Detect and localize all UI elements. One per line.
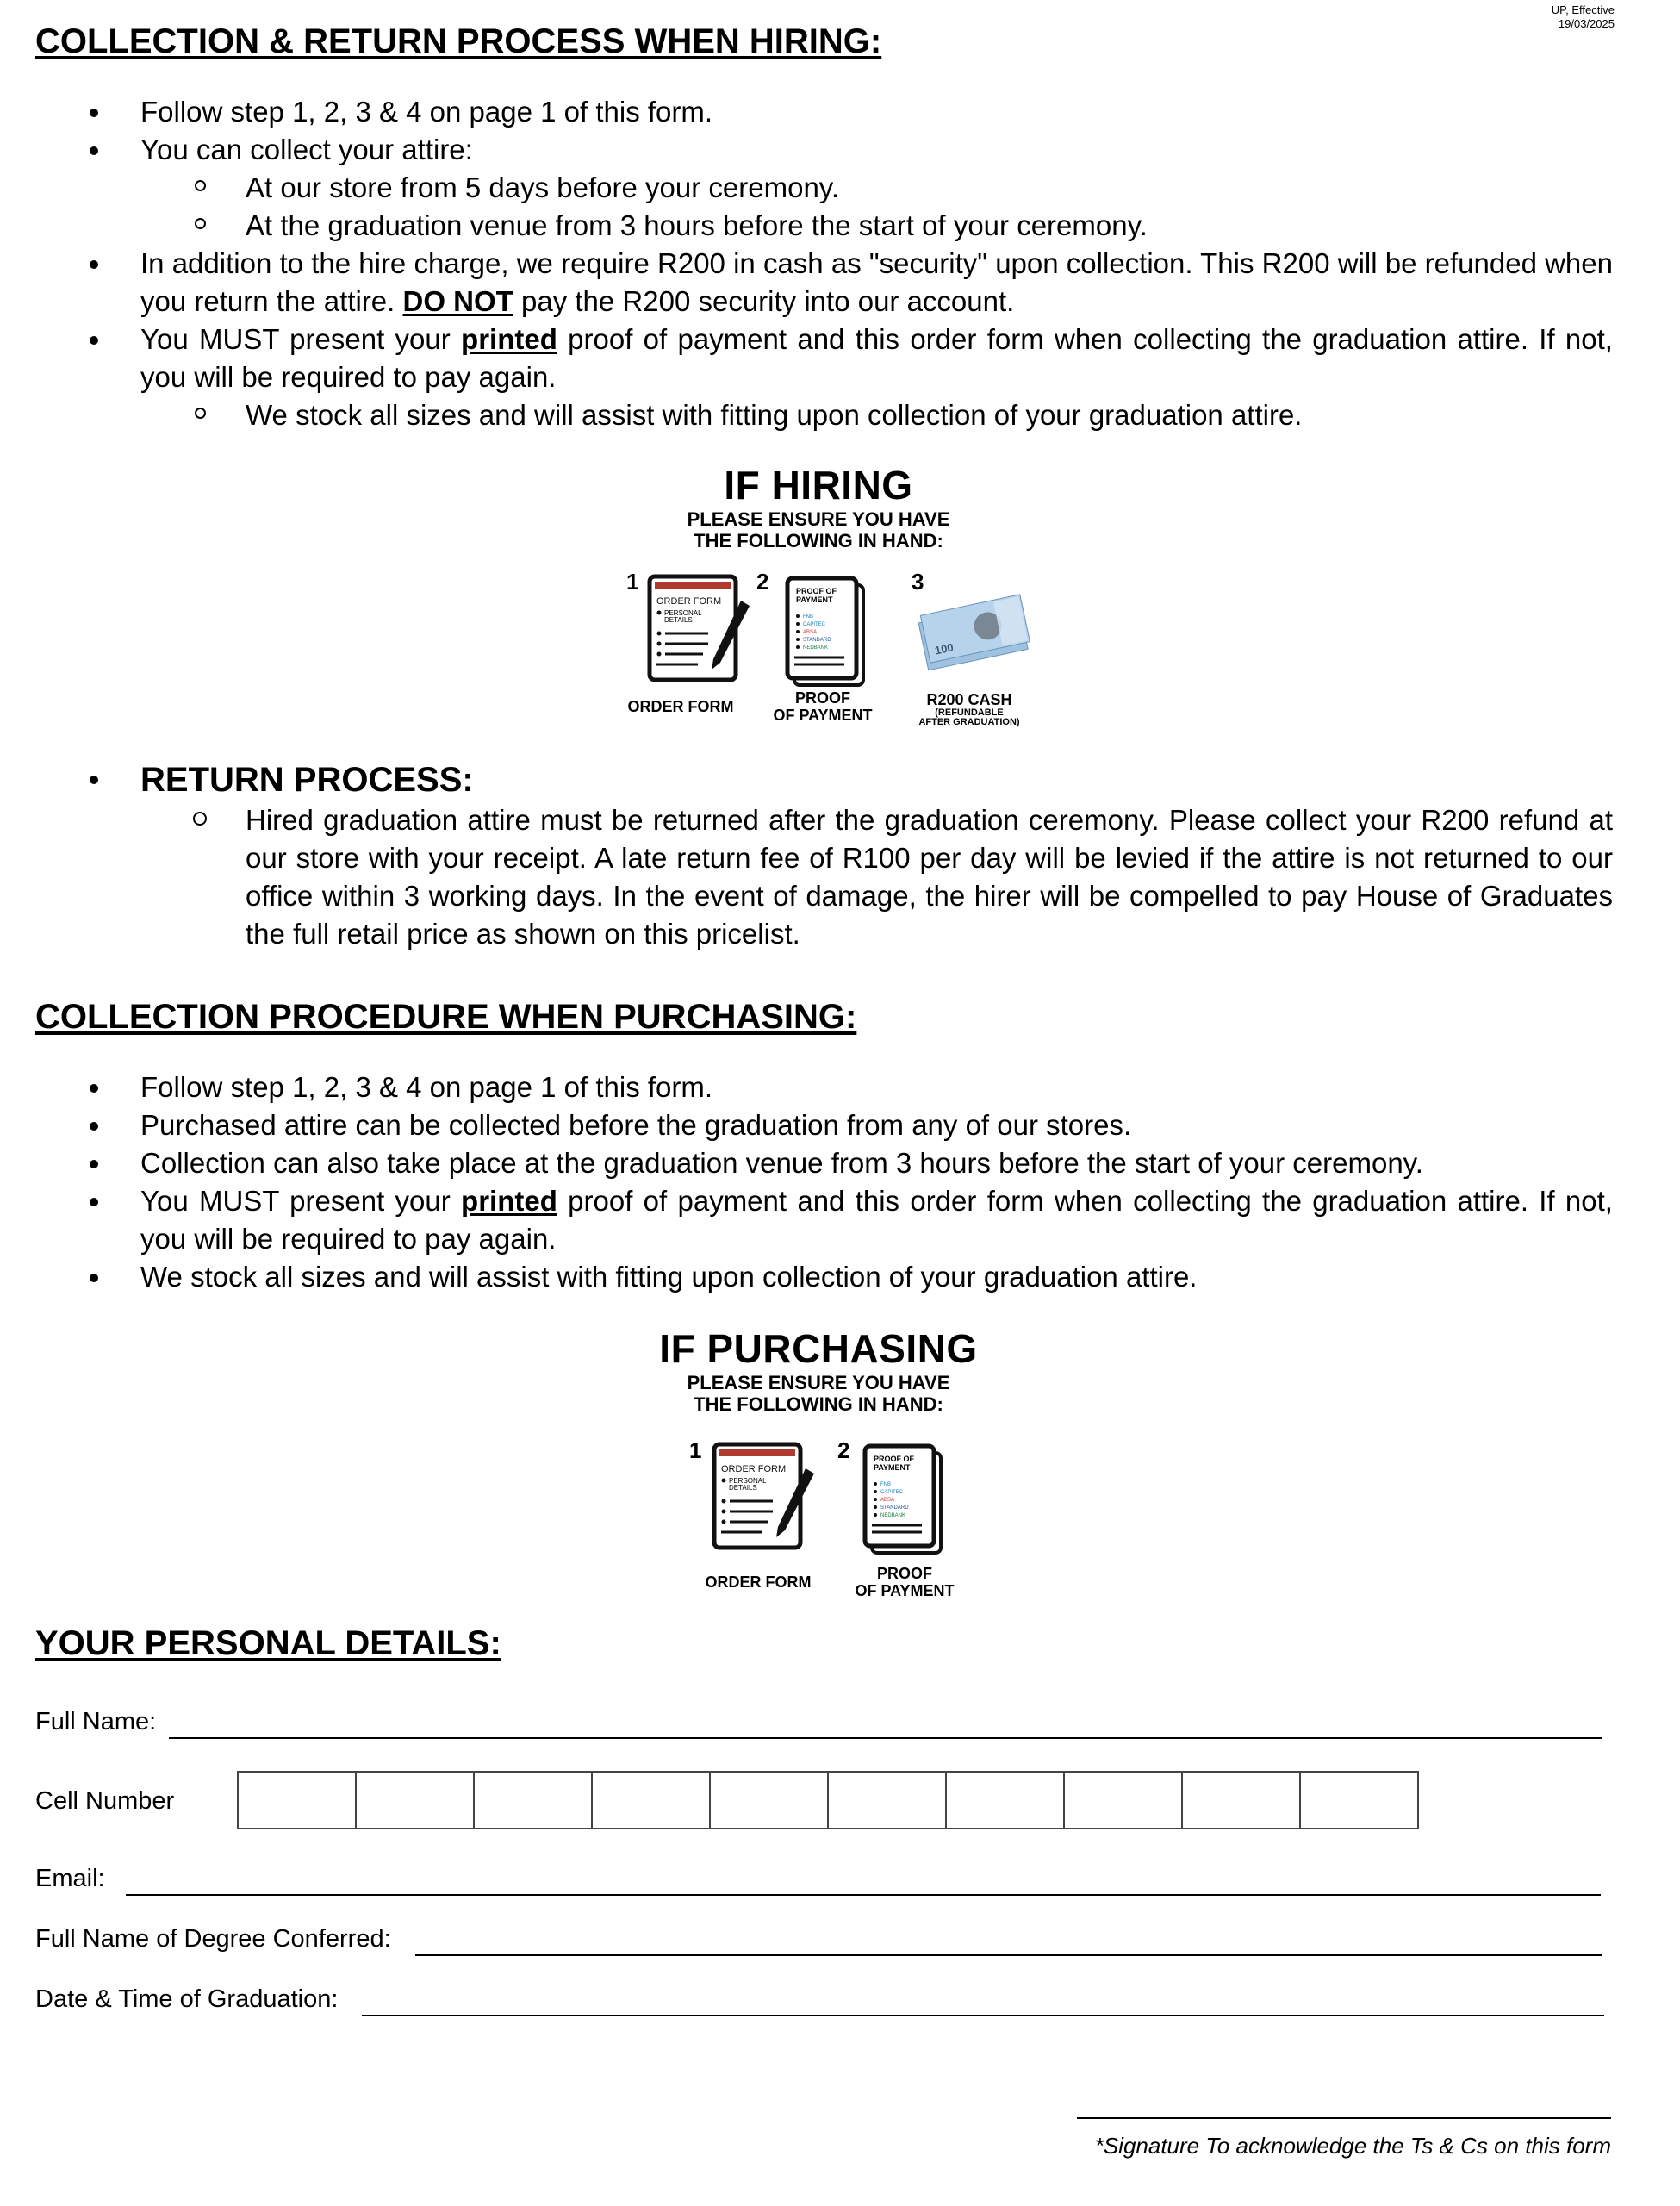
graphic-subtitle-2: THE FOLLOWING IN HAND:	[694, 1393, 943, 1415]
return-list	[0, 758, 1680, 953]
signature-field[interactable]	[1077, 2117, 1611, 2119]
hiring-heading: COLLECTION & RETURN PROCESS WHEN HIRING:	[35, 22, 882, 60]
emphasis-text: printed	[461, 1185, 557, 1217]
list-item-text: We stock all sizes and will assist with fitting upon collection of your graduation attire.	[140, 1261, 1198, 1293]
svg-text:CAPITEC: CAPITEC	[880, 1490, 904, 1495]
caption-order-form: ORDER FORM	[627, 698, 734, 715]
digit-box[interactable]	[475, 1773, 593, 1828]
effective-label: UP, Effective	[1551, 3, 1615, 16]
svg-text:DETAILS: DETAILS	[729, 1484, 757, 1492]
list-item-text: You MUST present your	[140, 323, 462, 355]
list-item	[0, 1069, 1680, 1106]
svg-text:ORDER FORM: ORDER FORM	[721, 1464, 787, 1474]
effective-date: 19/03/2025	[1558, 17, 1615, 30]
graphic-subtitle-2: THE FOLLOWING IN HAND:	[694, 530, 943, 552]
digit-box[interactable]	[711, 1773, 829, 1828]
list-item-text: Purchased attire can be collected before the graduation from any of our stores.	[140, 1109, 1132, 1141]
svg-text:DETAILS: DETAILS	[664, 616, 693, 624]
list-item	[0, 1144, 1680, 1182]
digit-box[interactable]	[357, 1773, 475, 1828]
sub-bullet	[195, 218, 206, 229]
list-item	[0, 93, 1680, 131]
graphic-subtitle-1: PLEASE ENSURE YOU HAVE	[687, 508, 950, 530]
bullet	[90, 1198, 98, 1206]
proof-of-payment-icon	[784, 575, 870, 691]
full-name-field[interactable]	[169, 1737, 1602, 1739]
list-item	[0, 758, 1680, 801]
bullet	[90, 1160, 98, 1168]
list-item	[0, 1182, 1680, 1258]
list-item-text: You MUST present your	[140, 1185, 462, 1217]
sub-bullet	[195, 180, 206, 191]
svg-text:PROOF OF: PROOF OF	[796, 587, 837, 595]
list-item-text: Follow step 1, 2, 3 & 4 on page 1 of this form.	[140, 1071, 713, 1103]
full-name-label: Full Name:	[35, 1708, 157, 1736]
sub-list-item	[0, 396, 1680, 434]
bullet	[90, 1274, 98, 1282]
bullet	[90, 336, 98, 345]
degree-field[interactable]	[415, 1954, 1602, 1956]
list-item-text: At the graduation venue from 3 hours before the start of your ceremony.	[246, 209, 1148, 241]
list-item-text: Collection can also take place at the graduation venue from 3 hours before the start of your ceremony.	[140, 1147, 1423, 1179]
svg-text:ABSA: ABSA	[803, 630, 818, 635]
caption-line: OF PAYMENT	[773, 707, 873, 724]
svg-text:CAPITEC: CAPITEC	[803, 622, 826, 627]
bullet	[90, 260, 98, 269]
graduation-date-field[interactable]	[362, 2015, 1604, 2016]
svg-text:PERSONAL: PERSONAL	[729, 1477, 767, 1485]
bullet	[90, 1084, 98, 1093]
svg-text:FNB: FNB	[803, 614, 813, 620]
svg-text:PAYMENT: PAYMENT	[874, 1463, 911, 1472]
digit-box[interactable]	[829, 1773, 947, 1828]
svg-text:NEDBANK: NEDBANK	[880, 1513, 906, 1518]
digit-box[interactable]	[593, 1773, 711, 1828]
if-hiring-graphic	[603, 462, 1034, 552]
list-item	[0, 1258, 1680, 1296]
order-form-icon	[646, 573, 758, 689]
email-field[interactable]	[126, 1894, 1601, 1896]
digit-box[interactable]	[1183, 1773, 1301, 1828]
sub-list-item	[0, 169, 1680, 207]
svg-text:STANDARD: STANDARD	[803, 638, 831, 643]
graphic-title: IF HIRING	[724, 463, 913, 508]
effective-date-note	[1552, 3, 1615, 31]
step-number-1: 1	[689, 1437, 702, 1463]
graphic-title: IF PURCHASING	[659, 1326, 978, 1371]
return-heading: RETURN PROCESS:	[140, 761, 474, 799]
digit-box[interactable]	[239, 1773, 357, 1828]
list-item-text: proof of payment and this order form when collecting the graduation attire. If not, you will be required to pay again.	[140, 323, 1613, 393]
proof-of-payment-icon	[862, 1443, 948, 1559]
svg-text:PERSONAL: PERSONAL	[664, 609, 702, 617]
caption-line: PROOF	[876, 1565, 932, 1582]
caption-proof-of-payment	[758, 689, 887, 724]
bullet	[90, 109, 98, 117]
bullet	[90, 146, 98, 155]
caption-line: PROOF	[794, 689, 850, 707]
list-item-text: You can collect your attire:	[140, 134, 473, 165]
list-item-text: proof of payment and this order form when collecting the graduation attire. If not, you will be required to pay again.	[140, 1185, 1613, 1255]
caption-note: (REFUNDABLE	[935, 707, 1004, 718]
list-item	[0, 1106, 1680, 1144]
digit-box[interactable]	[1301, 1773, 1417, 1828]
sub-list-item	[0, 207, 1680, 245]
list-item-text: At our store from 5 days before your ceremony.	[246, 171, 840, 203]
order-form-icon	[711, 1441, 823, 1557]
caption-order-form: ORDER FORM	[705, 1573, 812, 1591]
list-item	[0, 131, 1680, 169]
bullet	[90, 776, 98, 784]
graduation-date-label: Date & Time of Graduation:	[35, 1985, 339, 2013]
sub-bullet	[195, 408, 206, 419]
list-item	[0, 321, 1680, 396]
list-item-text: We stock all sizes and will assist with fitting upon collection of your graduation attire.	[246, 399, 1303, 431]
degree-label: Full Name of Degree Conferred:	[35, 1925, 391, 1953]
svg-text:FNB: FNB	[880, 1482, 891, 1487]
svg-text:PAYMENT: PAYMENT	[796, 595, 833, 604]
bullet	[90, 1122, 98, 1131]
svg-text:ABSA: ABSA	[880, 1498, 895, 1503]
caption-line: R200 CASH	[926, 691, 1012, 708]
caption-note: AFTER GRADUATION)	[918, 717, 1020, 727]
step-number-2: 2	[837, 1437, 850, 1463]
caption-line: OF PAYMENT	[855, 1582, 955, 1599]
emphasis-text: printed	[461, 323, 557, 355]
svg-text:100: 100	[933, 640, 955, 657]
signature-caption: *Signature To acknowledge the Ts & Cs on this form	[1094, 2133, 1611, 2159]
caption-r200-cash	[900, 691, 1038, 727]
icon-form-title: ORDER FORM	[656, 596, 722, 607]
step-number-1: 1	[626, 569, 639, 595]
sub-list-item	[0, 801, 1680, 953]
personal-details-heading: YOUR PERSONAL DETAILS:	[35, 1624, 501, 1662]
sub-bullet	[193, 812, 207, 826]
digit-box[interactable]	[947, 1773, 1065, 1828]
step-number-3: 3	[912, 569, 924, 595]
list-item-text: pay the R200 security into our account.	[513, 285, 1015, 317]
step-number-2: 2	[756, 569, 769, 595]
svg-text:NEDBANK: NEDBANK	[803, 645, 829, 651]
svg-text:PROOF OF: PROOF OF	[874, 1455, 914, 1463]
list-item-text: Hired graduation attire must be returned after the graduation ceremony. Please collect your R200 refund at our store with your receipt. A late return fee of R100 per day will be levied if the attire is not returned to our office within 3 working days. In the event of damage, the hirer will be compelled to pay House of Graduates the full retail price as shown on this pricelist.	[246, 804, 1613, 950]
email-label: Email:	[35, 1865, 105, 1892]
digit-box[interactable]	[1065, 1773, 1183, 1828]
purchasing-list	[0, 1069, 1680, 1296]
hiring-list	[0, 93, 1680, 434]
list-item-text: Follow step 1, 2, 3 & 4 on page 1 of this form.	[140, 96, 713, 128]
graphic-subtitle-1: PLEASE ENSURE YOU HAVE	[687, 1372, 950, 1393]
list-item-text: In addition to the hire charge, we require R200 in cash as "security" upon collection. This R200 will be refunded when you return the attire.	[140, 247, 1613, 317]
emphasis-text: DO NOT	[402, 285, 513, 317]
list-item	[0, 245, 1680, 321]
caption-proof-of-payment	[840, 1565, 969, 1599]
purchasing-heading: COLLECTION PROCEDURE WHEN PURCHASING:	[35, 998, 857, 1036]
cash-notes-icon	[913, 586, 1034, 681]
svg-text:STANDARD: STANDARD	[880, 1505, 909, 1511]
cell-number-field[interactable]	[237, 1771, 1419, 1829]
if-purchasing-graphic	[603, 1325, 1034, 1415]
cell-number-label: Cell Number	[35, 1787, 175, 1815]
